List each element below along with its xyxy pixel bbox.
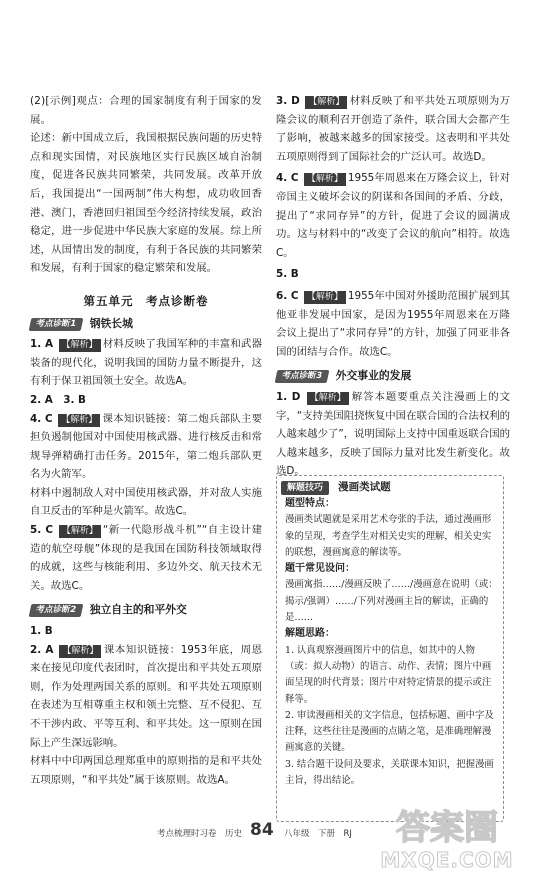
tips-heading: 题型特点： [285,498,335,509]
tips-body [285,496,499,789]
section-title: 钢铁长城 [89,316,133,330]
unit-title: 第五单元 考点诊断卷 [83,293,209,308]
tips-title: 漫画类试题 [338,481,391,493]
answer-item: 材料中中印两国总理郑重申的原则指的是和平共处五项原则，“和平共处”属于该原则。故选A。 [30,755,262,786]
answer-item: 1. B [30,625,53,638]
tips-text: 2. 审读漫画相关的文字信息，包括标题、画中字及注释，这些往往是漫画的点睛之笔，是准确理解漫画寓意的关键。 [285,709,494,754]
left-column [30,92,262,789]
tips-header [281,475,391,495]
right-column [276,92,510,481]
tips-tag: 解题技巧 [281,481,329,495]
answer-item: 4. C 【解析】 课本知识链接：第二炮兵部队主要担负遏制他国对中国使用核武器、进行核反击和常规导弹精确打击任务。2015年，第二炮兵部队更名为火箭军。 [30,412,262,481]
answer-paragraph: (2)[示例]观点：合理的国家制度有利于国家的发展。 [30,95,262,126]
tips-text: 漫画寓指……/漫画反映了……/漫画意在说明（或：揭示/强调）……/下列对漫画主旨的解读，正确的是…… [285,579,498,624]
section-tag: 考点诊断1 [29,318,84,331]
answer-item: 1. A 【解析】 材料反映了我国军种的丰富和武器装备的现代化，说明我国的国防力量不断提升，这有利于保卫祖国领土安全。故选A。 [30,338,263,388]
watermark-url: MXQE.COM [380,848,514,872]
section-header [276,367,510,386]
answer-item: 3. D 【解析】 材料反映了和平共处五项原则为万隆会议的顺利召开创造了条件，联合国大会都产生了影响，被越来越多的国家接受。这表明和平共处五项原则得到了国际社会的广泛认可。故选D。 [276,95,511,163]
section-title: 独立自主的和平外交 [89,603,187,617]
section-header [30,315,262,334]
section-header [30,601,262,620]
footer-grade: 八年级 下册 RJ [284,829,352,839]
answer-item: 5. C 【解析】 “新一代隐形战斗机”“自主设计建造的航空母舰”体现的是我国在国防科技领域取得的成就，这些与核能利用、多边外交、航天技术无关。故选C。 [30,524,262,592]
answer-item: 2. A 3. B [30,393,86,406]
answer-paragraph: 论述：新中国成立后，我国根据民族问题的历史特点和现实国情，对民族地区实行民族区域自治制度，促进各民族共同繁荣，共同发展。改革开放后，我国提出“一国两制”伟大构想，成功收回香港、澳门，香港回归祖国至今经济持续发展，政治稳定，进一步促进中华民族大家庭的发展。综上所述，从国情出发的制度，有利于各民族的共同繁荣和发展，有利于国家的稳定繁荣和发展。 [30,132,262,275]
watermark-logo [372,808,522,870]
answer-item: 5. B [276,268,299,281]
answer-item: 6. C 【解析】 1955年中国对外援助范围扩展到其他亚非发展中国家，是因为1955年周恩来在万隆会议上提出了“求同存异”的方针，加强了同亚非各国的团结与合作。故选C。 [276,289,510,358]
answer-item: 2. A 【解析】 课本知识链接：1953年底，周恩来在接见印度代表团时，首次提出和平共处五项原则，作为处理两国关系的原则。和平共处五项原则在表述为互相尊重主权和领土完整、互不侵犯、互不干涉内政、平等互利、和平共处。这一原则在国际上产生深远影响。 [30,643,262,749]
footer-book: 考点梳理时习卷 历史 [156,829,242,839]
answer-item: 材料中遏制敌人对中国使用核武器，并对敌人实施自卫反击的军种是火箭军。故选C。 [30,486,262,518]
section-tag: 考点诊断2 [29,604,84,617]
answer-item: 4. C 【解析】 1955年周恩来在万隆会议上，针对帝国主义破坏会议的阴谋和各国间的矛盾、分歧，提出了“求同存异”的方针，促进了会议的圆满成功。这与材料中的“改变了会议的航向”相符。故选C。 [276,172,510,259]
section-tag: 考点诊断3 [275,370,330,383]
tips-text: 3. 结合题干设问及要求，关联课本知识，把握漫画主旨，得出结论。 [285,758,494,787]
tips-heading: 题干常见设问： [285,563,355,575]
tips-heading: 解题思路： [285,628,335,640]
answer-item: 1. D 【解析】 解答本题要重点关注漫画上的文字，“支持美国阻挠恢复中国在联合国的合法权利的人越来越少了”，说明国际上支持中国重返联合国的人越来越多，反映了国际力量对比发生新变化。故选D。 [276,390,510,478]
section-title: 外交事业的发展 [335,369,412,383]
tips-text: 1. 认真观察漫画图片中的信息，如其中的人物（或：拟人动物）的语言、动作、表情；图片中画面呈现的时代背景；图片中对特定情景的提示或注释等。 [285,644,492,705]
tips-box [276,475,504,822]
watermark-text: 答案圈 [396,808,498,848]
tips-text: 漫画类试题就是采用艺术夸张的手法，通过漫画形象的呈现，考查学生对相关史实的理解，相关史实的联想，漫画寓意的解读等。 [285,514,492,558]
page-number: 84 [250,820,274,840]
